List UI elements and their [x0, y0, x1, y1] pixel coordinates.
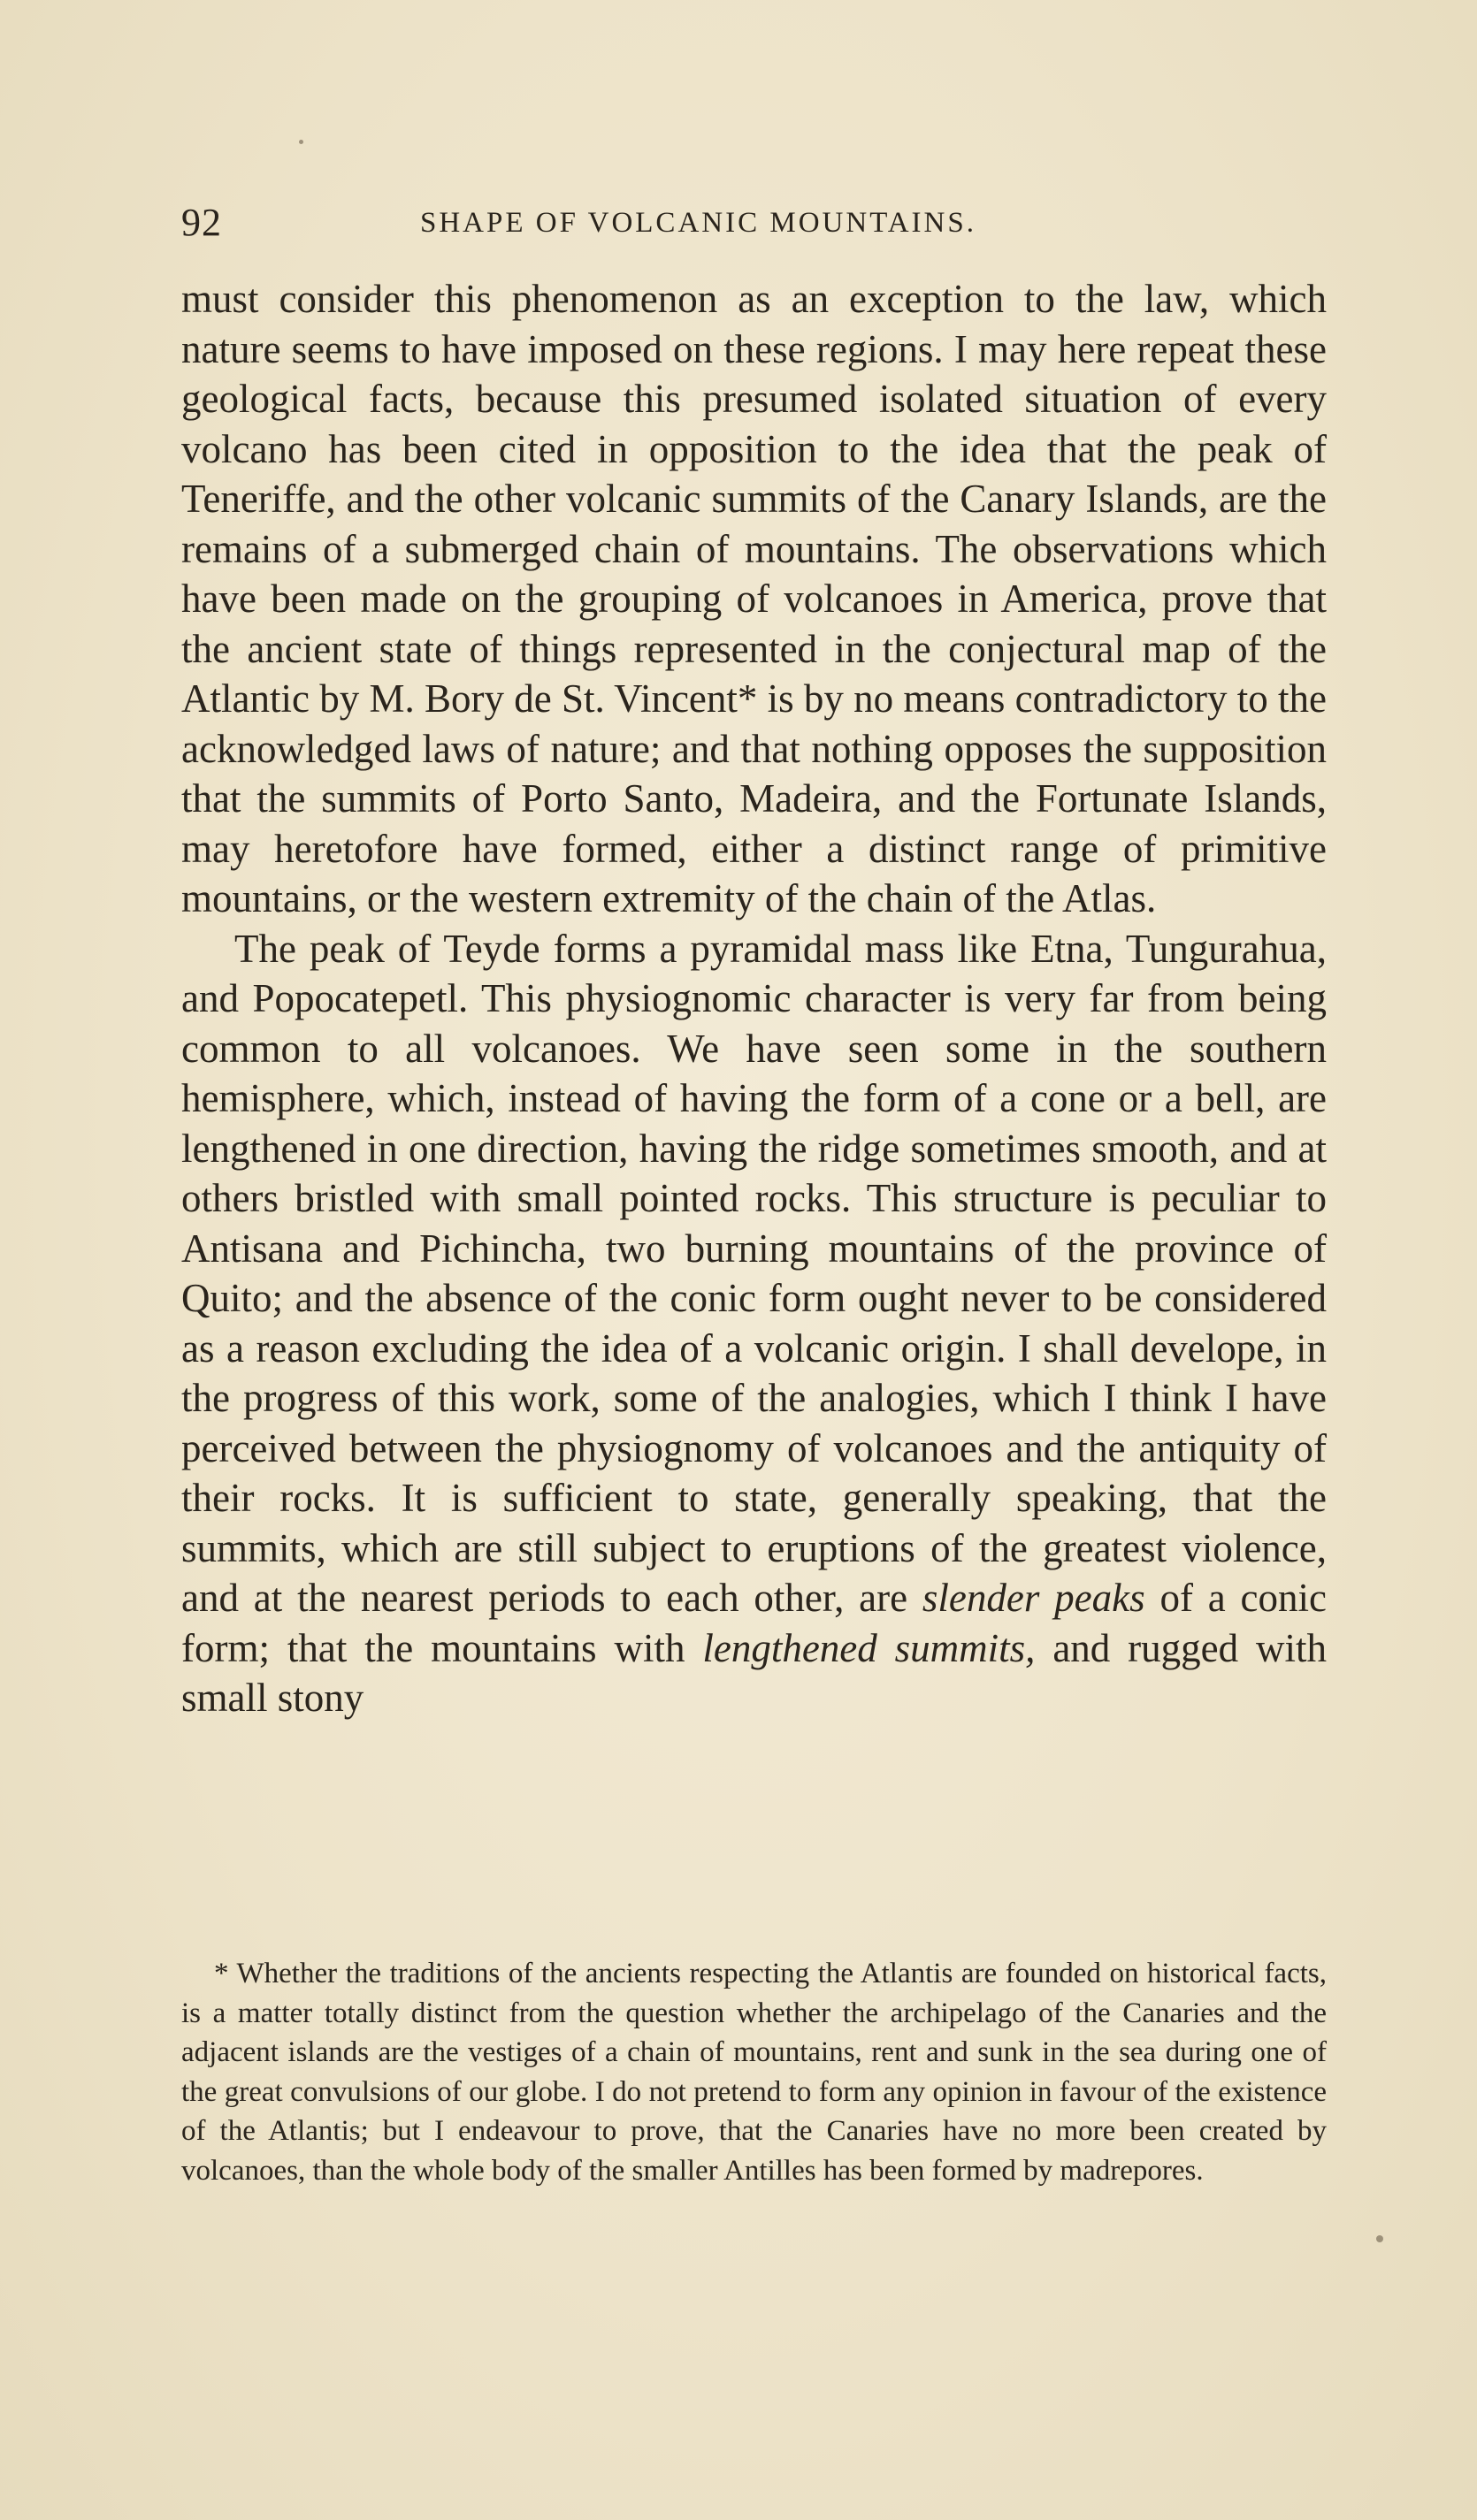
- italic-slender-peaks: slender peaks: [922, 1576, 1145, 1620]
- paragraph-2-part-c: and rugged with small stony: [181, 1625, 1328, 1720]
- paragraph-2-part-a: The peak of Teyde forms a pyramidal mass like Etna, Tungurahua, and Popocatepetl. This physiognomic character is very far from being common to all volcanoes. We have seen some in the southern hemisphere, which, instead of having the form of a cone or a bell, are lengthened in one direction, having the ridge sometimes smooth, and at others bristled with small pointed rocks. This structure is peculiar to Antisana and Pichincha, two burning mountains of the province of Quito; and the absence of the conic form ought never to be considered as a reason excluding the idea of a volcanic origin. I shall develope, in the progress of this work, some of the analogies, which I think I have perceived between the physiognomy of volcanoes and the antiquity of their rocks. It is sufficient to state, generally speaking, that the summits, which are still subject to eruptions of the greatest violence, and at the nearest periods to each other, are: [181, 926, 1327, 1620]
- paper-speck: [299, 140, 303, 144]
- page-number: 92: [181, 201, 222, 244]
- paper-speck: [1376, 2235, 1383, 2242]
- italic-lengthened-summits: lengthened summits,: [702, 1625, 1036, 1670]
- body-text: [181, 274, 1327, 1723]
- running-title: SHAPE OF VOLCANIC MOUNTAINS.: [420, 207, 976, 239]
- running-head: [181, 196, 1331, 249]
- footnote-text: * Whether the traditions of the ancients respecting the Atlantis are founded on historical facts, is a matter totally distinct from the question whether the archipelago of the Canaries and the adjacent islands are the vestiges of a chain of mountains, rent and sunk in the sea during one of the great convulsions of our globe. I do not pretend to form any opinion in favour of the existence of the Atlantis; but I endeavour to prove, that the Canaries have no more been created by volcanoes, than the whole body of the smaller Antilles has been formed by madrepores.: [181, 1958, 1327, 2187]
- paragraph-2: [181, 924, 1327, 1723]
- footnote: [181, 1954, 1327, 2190]
- paragraph-2-part-b: of a conic form; that the mountains with: [181, 1576, 1327, 1670]
- paragraph-1: must consider this phenomenon as an exception to the law, which nature seems to have imposed on these regions. I may here repeat these geological facts, because this presumed isolated situation of every volcano has been cited in opposition to the idea that the peak of Teneriffe, and the other volcanic summits of the Canary Islands, are the remains of a submerged chain of mountains. The observations which have been made on the grouping of volcanoes in America, prove that the ancient state of things represented in the conjectural map of the Atlantic by M. Bory de St. Vincent* is by no means contradictory to the acknowledged laws of nature; and that nothing opposes the supposition that the summits of Porto Santo, Madeira, and the Fortunate Islands, may heretofore have formed, either a distinct range of primitive mountains, or the western extremity of the chain of the Atlas.: [181, 277, 1328, 920]
